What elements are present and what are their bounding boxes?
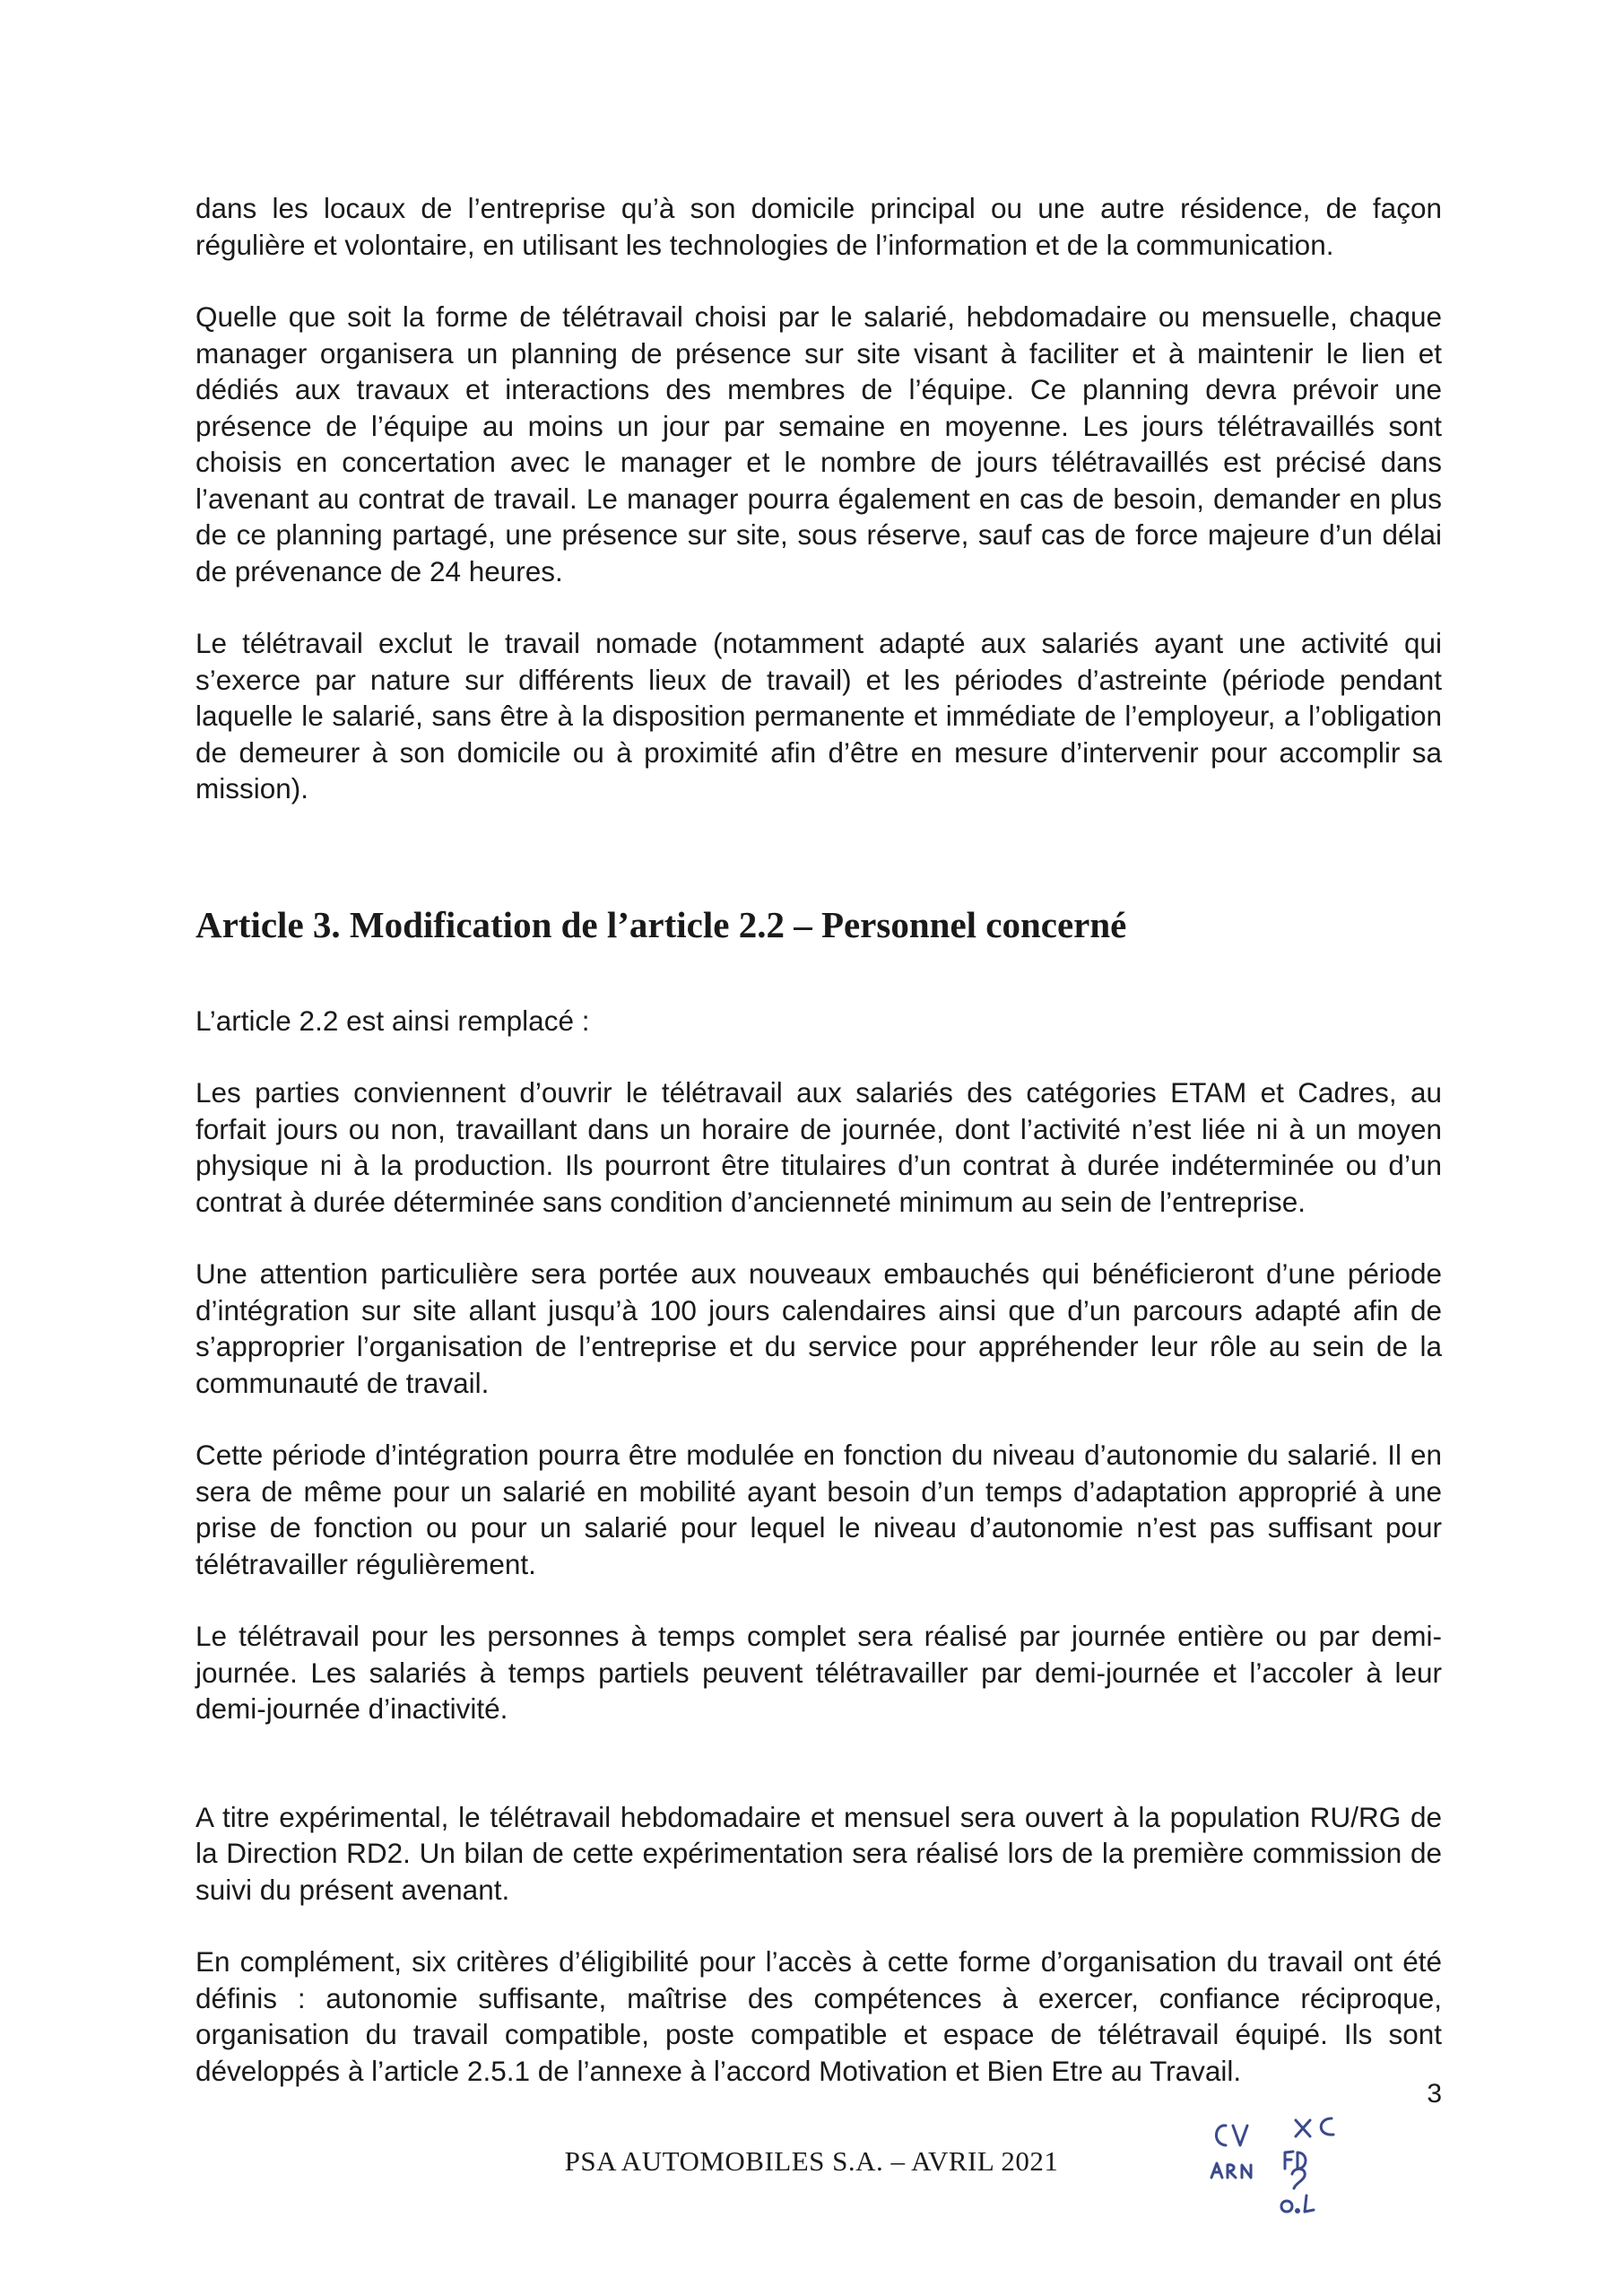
paragraph-6: Une attention particulière sera portée aux nouveaux embauchés qui bénéficieront d’une période d’intégration sur site allant jusqu’à 100 jours calendaires ainsi que d’un parcours adapté afin de s’approprier l’organisation de l’entreprise et du service pour appréhender leur rôle au sein de la communauté de travail. — [195, 1257, 1442, 1399]
paragraph-9: A titre expérimental, le télétravail hebdomadaire et mensuel sera ouvert à la population RU/RG de la Direction RD2. Un bilan de cette expérimentation sera réalisé lors de la première commission de suivi du présent avenant. — [195, 1800, 1442, 1906]
paragraph-1: dans les locaux de l’entreprise qu’à son domicile principal ou une autre résidence, de façon régulière et volontaire, en utilisant les technologies de l’information et de la communication. — [195, 192, 1442, 261]
page-footer: PSA AUTOMOBILES S.A. – AVRIL 2021 — [564, 2145, 1059, 2177]
paragraph-7: Cette période d’intégration pourra être modulée en fonction du niveau d’autonomie du salarié. Il en sera de même pour un salarié en mobilité ayant besoin d’un temps d’adaptation approprié à une prise de fonction ou pour un salarié pour lequel le niveau d’autonomie n’est pas suffisant pour télétravailler régulièrement. — [195, 1439, 1442, 1580]
paragraph-2: Quelle que soit la forme de télétravail choisi par le salarié, hebdomadaire ou mensuelle, chaque manager organisera un planning de présence sur site visant à faciliter et à maintenir le lien et dédiés aux travaux et interactions des membres de l’équipe. Ce planning devra prévoir une présence de l’équipe au moins un jour par semaine en moyenne. Les jours télétravaillés sont choisis en concertation avec le manager et le nombre de jours télétravaillés est précisé dans l’avenant au contrat de travail. Le manager pourra également en cas de besoin, demander en plus de ce planning partagé, une présence sur site, sous réserve, sauf cas de force majeure d’un délai de prévenance de 24 heures. — [195, 300, 1442, 587]
paragraph-5: Les parties conviennent d’ouvrir le télétravail aux salariés des catégories ETAM et Cadres, au forfait jours ou non, travaillant dans un horaire de journée, dont l’activité n’est liée ni à un moyen physique ni à la production. Ils pourront être titulaires d’un contrat à durée indéterminée ou d’un contrat à durée déterminée sans condition d’ancienneté minimum au sein de l’entreprise. — [195, 1076, 1442, 1218]
paragraph-3: Le télétravail exclut le travail nomade (notamment adapté aux salariés ayant une activité qui s’exerce par nature sur différents lieux de travail) et les périodes d’astreinte (période pendant laquelle le salarié, sans être à la disposition permanente et immédiate de l’employeur, a l’obligation de demeurer à son domicile ou à proximité afin d’être en mesure d’intervenir pour accomplir sa mission). — [195, 627, 1442, 804]
article-heading: Article 3. Modification de l’article 2.2 – Personnel concerné — [195, 903, 1127, 945]
handwritten-initials — [1206, 2099, 1385, 2242]
paragraph-4: L’article 2.2 est ainsi remplacé : — [195, 1004, 590, 1037]
page-content — [195, 190, 1442, 2089]
paragraph-8: Le télétravail pour les personnes à temps complet sera réalisé par journée entière ou par demi-journée. Les salariés à temps partiels peuvent télétravailler par demi-journée et l’accoler à leur demi-journée d’inactivité. — [195, 1620, 1442, 1725]
paragraph-10: En complément, six critères d’éligibilité pour l’accès à cette forme d’organisation du travail ont été définis : autonomie suffisante, maîtrise des compétences à exercer, confiance réciproque, organisation du travail compatible, poste compatible et espace de télétravail équipé. Ils sont développés à l’article 2.5.1 de l’annexe à l’accord Motivation et Bien Etre au Travail. — [195, 1945, 1442, 2087]
page-number: 3 — [1427, 2079, 1442, 2109]
